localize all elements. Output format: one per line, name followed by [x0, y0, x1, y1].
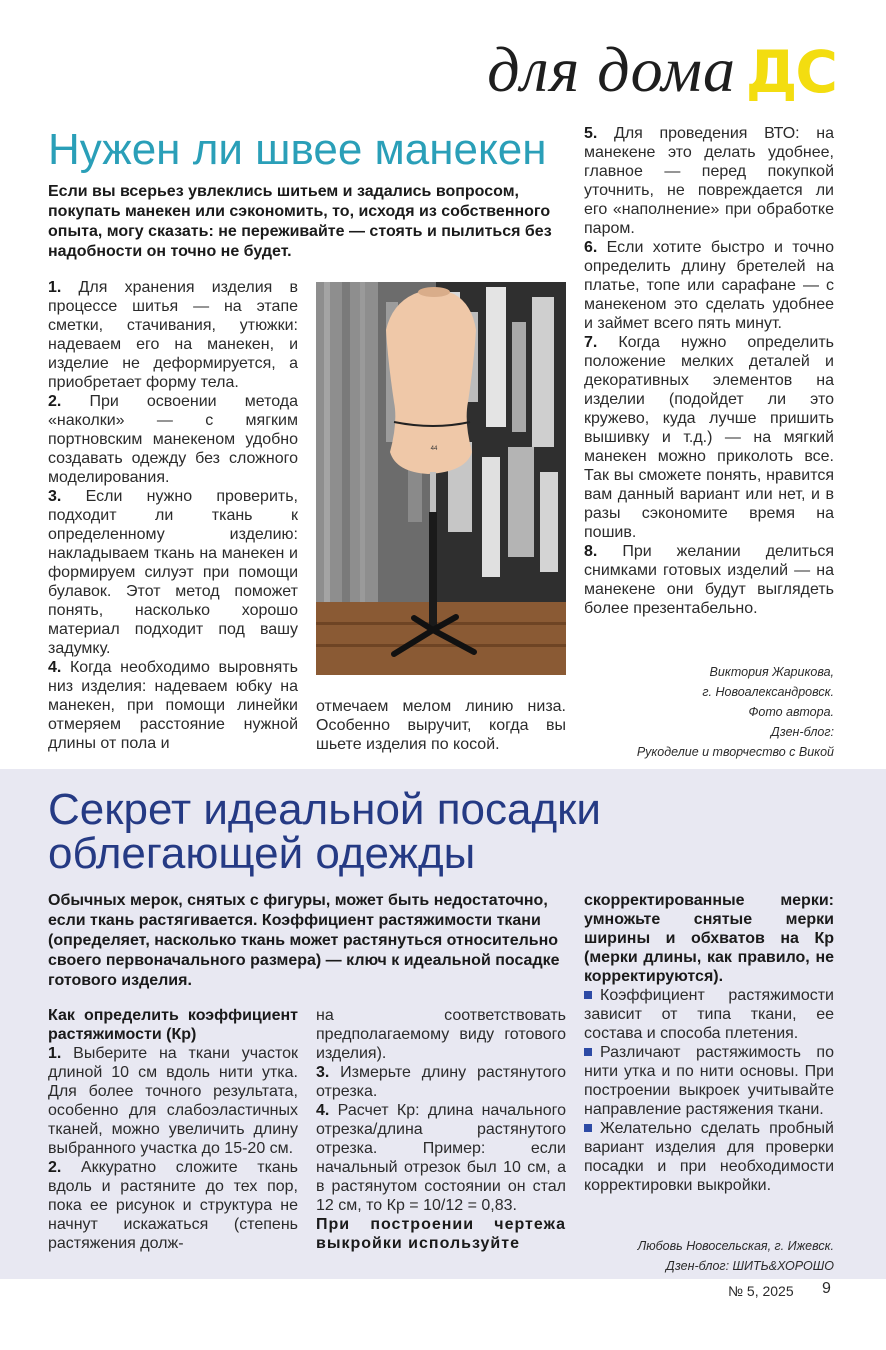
- bullet-icon: [584, 1124, 592, 1132]
- article2-column-1: [48, 1006, 298, 1253]
- article2-signature: Любовь Новосельская, г. Ижевск. Дзен-блог: ШИТЬ&ХОРОШО: [637, 1239, 834, 1273]
- article2-column-2: [316, 1006, 566, 1253]
- magazine-logo: ДС: [745, 38, 836, 106]
- list-item: 2. Аккуратно сложите ткань вдоль и растяните до тех пор, пока ее рисунок и структура не начнут искажаться (степень растяжения долж-: [48, 1159, 298, 1252]
- list-item: 1. Выберите на ткани участок длиной 10 см вдоль нити утка. Для более точного результата, особенно для слабоэластичных тканей, можно увеличить длину выбранного участка до 15-20 см.: [48, 1045, 298, 1157]
- bullet-item: Желательно сделать пробный вариант изделия для проверки посадки и при необходимости корректировки выкройки.: [584, 1120, 834, 1194]
- bold-paragraph: При построении чертежа выкройки используйте: [316, 1216, 566, 1252]
- section-rubric: для дома: [487, 34, 736, 105]
- article2-lead: Обычных мерок, снятых с фигуры, может быть недостаточно, если ткань растягивается. Коэффициент растяжимости ткани (определяет, насколько ткань может растянуться относительно своего первоначального размера) — ключ к идеальной посадке готового изделия.: [48, 892, 560, 989]
- article1-column-1: [48, 278, 298, 753]
- list-item: 6. Если хотите быстро и точно определить длину бретелей на платье, топе или сарафане — с манекеном это сделать удобнее и займет всего пять минут.: [584, 239, 834, 332]
- article1-signature: Виктория Жарикова, г. Новоалександровск. Фото автора. Дзен-блог: Рукоделие и творчество с Викой: [636, 665, 834, 759]
- article1-column-2: отмечаем мелом линию низа. Особенно выручит, когда вы шьете изделия по косой.: [316, 698, 566, 753]
- list-item: 5. Для проведения ВТО: на манекене это делать удобнее, главное — перед покупкой уточнить, не повреждается ли его «наполнение» при обработке паром.: [584, 125, 834, 237]
- paragraph: на соответствовать предполагаемому виду готового изделия).: [316, 1007, 566, 1062]
- bullet-item: Коэффициент растяжимости зависит от типа ткани, ее состава и способа плетения.: [584, 987, 834, 1042]
- article1-column-3: [584, 124, 834, 618]
- mannequin-size-label: 44: [430, 446, 438, 452]
- list-item: 4. Расчет Кр: длина начального отрезка/длина растянутого отрезка. Пример: если начальный отрезок был 10 см, а в растянутом состоянии он стал 12 см, то Кр = 10/12 = 0,83.: [316, 1102, 566, 1214]
- article-lead: Если вы всерьез увлеклись шитьем и задались вопросом, покупать манекен или сэкономить, то, исходя из собственного опыта, могу сказать: не переживайте — стоять и пылиться без надобности он точно не будет.: [48, 183, 552, 260]
- list-item: 1. Для хранения изделия в процессе шитья — на этапе сметки, стачивания, утюжки: надеваем его на манекен, и изделие не деформируется, а приобретает форму тела.: [48, 279, 298, 391]
- article-title: Нужен ли швее манекен: [48, 125, 547, 174]
- list-item: 8. При желании делиться снимками готовых изделий — на манекене они будут выглядеть более презентабельно.: [584, 543, 834, 617]
- page-number: 9: [822, 1280, 831, 1297]
- article2-title: Секрет идеальной посадки облегающей одежды: [48, 785, 601, 878]
- mannequin-photo: [316, 282, 566, 675]
- article2-column-3: [584, 891, 834, 1195]
- bullet-item: Различают растяжимость по нити утка и по нити основы. При построении выкроек учитывайте направление растяжения ткани.: [584, 1044, 834, 1118]
- list-item: 3. Измерьте длину растянутого отрезка.: [316, 1064, 566, 1100]
- subheading: Как определить коэффициент растяжимости (Кр): [48, 1007, 298, 1043]
- bold-paragraph: скорректированные мерки: умножьте снятые мерки ширины и обхватов на Кр (мерки длины, как правило, не корректируются).: [584, 892, 834, 985]
- list-item: 2. При освоении метода «наколки» — с мягким портновским манекеном удобно создавать одежду без сложного моделирования.: [48, 393, 298, 486]
- bullet-icon: [584, 1048, 592, 1056]
- list-item: 4. Когда необходимо выровнять низ изделия: надеваем юбку на манекен, при помощи линейки отмеряем расстояние нужной длины от пола и: [48, 659, 298, 752]
- list-item: 7. Когда нужно определить положение мелких деталей и декоративных элементов на изделии (подойдет ли это кружево, куда лучше пришить вышивку и т.д.) — на мягкий манекен можно приколоть все. Так вы сможете понять, нравится вам данный вариант или нет, и в разы сэкономите время на пошив.: [584, 334, 834, 541]
- bullet-icon: [584, 991, 592, 999]
- list-item: 3. Если нужно проверить, подходит ли ткань к определенному изделию: накладываем ткань на манекен и формируем силуэт при помощи булавок. Этот метод поможет понять, насколько хорошо материал подходит под вашу задумку.: [48, 488, 298, 657]
- issue-number: № 5, 2025: [728, 1283, 794, 1299]
